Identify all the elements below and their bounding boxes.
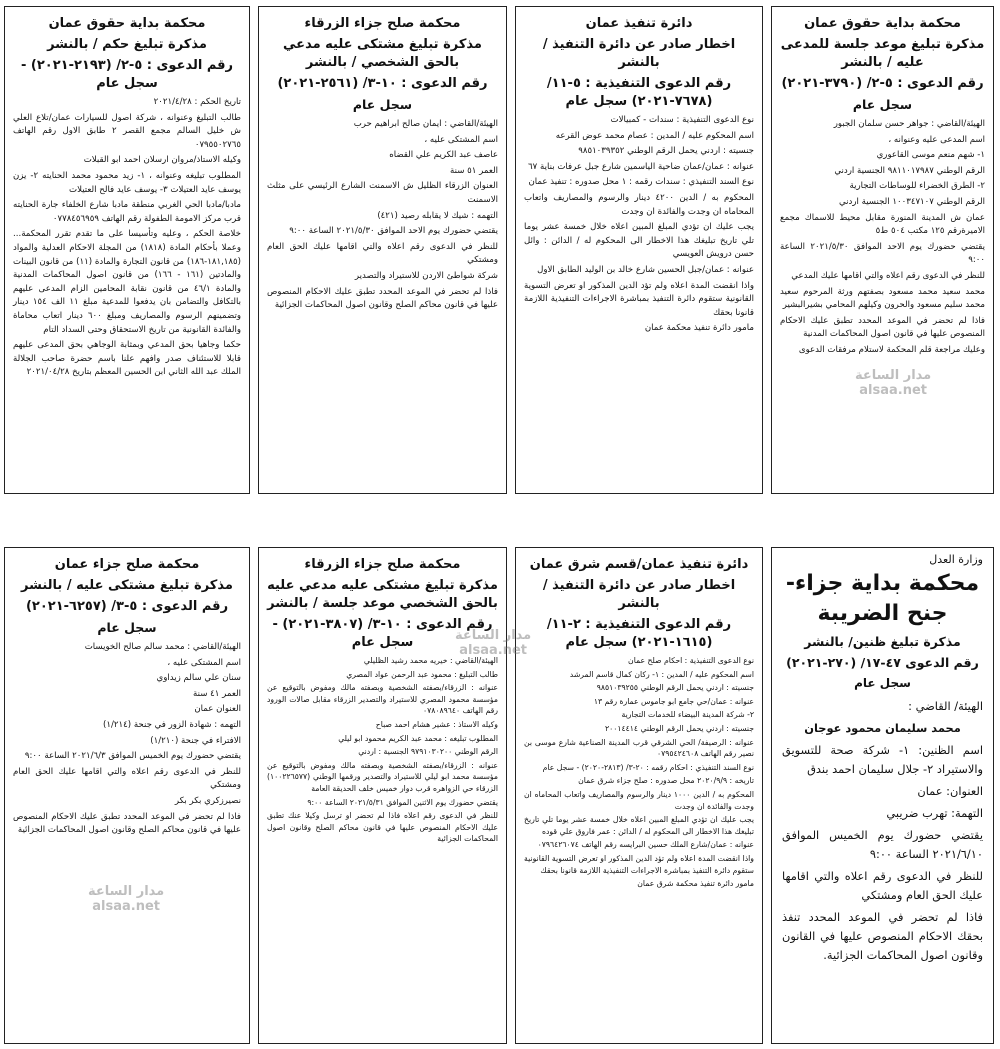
body-line: مامور دائرة تنفيذ محكمة شرق عمان xyxy=(637,879,754,889)
notice-subject: مذكرة تبليغ حكم / بالنشر xyxy=(47,37,207,52)
body-line: المطلوب تبليغه وعنوانه ، ١- زيد محمود محمد الحنايته ٢- يزن يوسف عايد العتيلات ٣- يوسف عايد فالح العتيلات xyxy=(13,170,242,195)
case-number: رقم الدعوى : ١٠-٣/ (٣٨٠٧-٢٠٢١) - سجل عام xyxy=(272,617,493,650)
ministry-name: وزارة العدل xyxy=(929,553,983,566)
body-line: الهيئة/القاضي : محمد سالم صالح الخويسات xyxy=(84,642,241,652)
notice-8 xyxy=(4,547,250,1044)
notice-subject: اخطار صادر عن دائرة التنفيذ / بالنشر xyxy=(542,37,736,70)
court-title: محكمة بداية جزاء- جنح الضريبة xyxy=(785,571,980,626)
body-line: الهيئة/القاضي : خيريه محمد رشيد الظليلي xyxy=(363,656,498,665)
notice-body xyxy=(524,655,754,890)
body-line: اسم الظنين: ١- شركة صحة للتسويق والاستيراد ٢- جلال سليمان احمد بندق xyxy=(782,743,983,776)
body-line: فاذا لم تحضر في الموعد المحدد تطبق عليك الاحكام المنصوص عليها في قانون اصول المحاكمات المدنية xyxy=(780,315,985,340)
body-line: يقتضي حضورك يوم الاحد الموافق ٢٠٢١/٥/٣٠ الساعة ٩:٠٠ xyxy=(780,241,985,266)
body-line: العمر ٤١ سنة xyxy=(193,688,241,699)
court-name: محكمة بداية حقوق عمان xyxy=(804,16,961,31)
body-line: يقتضي حضورك يوم الاحد الموافق ٢٠٢١/٥/٣٠ الساعة ٩:٠٠ xyxy=(289,226,498,237)
body-line: ١- شهم منعم موسى القاعوري xyxy=(876,150,985,161)
registry: سجل عام xyxy=(854,676,911,690)
court-name: محكمة صلح جزاء الزرقاء xyxy=(304,16,461,31)
case-number: رقم الدعوى : ١٠-٣/ (٢٥٦١-٢٠٢١) xyxy=(277,76,488,91)
notice-body xyxy=(267,655,498,845)
case-number: رقم الدعوى : ٥-٣/ (٦٢٥٧-٢٠٢١) xyxy=(25,599,229,614)
body-line: جنسيته : اردني يحمل الرقم الوطني ٩٨٥١٠٣٩٢٥٥ xyxy=(596,683,754,693)
body-line: شركة شواطئ الاردن للاستيراد والتصدير xyxy=(354,270,498,281)
body-line: للنظر في الدعوى رقم اعلاه والتي اقامها عليك الحق العام ومشتكي xyxy=(13,766,241,791)
watermark-text: مدار الساعة xyxy=(455,628,532,643)
body-line: يجب عليك ان تؤدي المبلغ المبين اعلاه خلال خمسة عشر يوما تلي تاريخ تبليغك هذا الاخطار الى المحكوم له / الدائن : وائل حسن درويش العويسي xyxy=(524,222,754,260)
body-line: طالب التبليغ وعنوانه ، شركة اصول للسيارات عمان/تلاع العلي ش خليل السالم مجمع القصر ٢ طابق الاول رقم الهاتف ٠٧٩٥٥٠٢٧٦٥ xyxy=(13,112,242,150)
watermark-text: مدار الساعة xyxy=(88,884,165,899)
body-line: واذا انقضت المدة اعلاه ولم تؤد الدين المذكور او تعرض التسوية القانونية ستقوم دائرة التنفيذ بمباشرة الاجراءات التنفيذية اللازمة قانونا بحقك xyxy=(524,853,754,875)
case-number: رقم الدعوى : ٥-٢/ (٢١٩٣-٢٠٢١) - سجل عام xyxy=(20,58,234,91)
body-line: وكيله الاستاذ/مروان ارسلان احمد ابو القبلات xyxy=(83,155,241,166)
watermark-url: alsaa.net xyxy=(92,899,160,914)
notice-7 xyxy=(258,547,507,1044)
body-line: طالب التبليغ : محمود عبد الرحمن عواد المصري xyxy=(346,669,498,679)
body-line: الرقم الوطني ٩٨١١٠١٧٩٨٧ الجنسية اردني xyxy=(834,165,985,176)
registry: سجل عام xyxy=(352,97,413,112)
body-line: عنوانه : عمان/عمان ضاحية الياسمين شارع جبل عرفات بناية ٦٧ xyxy=(528,161,754,172)
court-name: دائرة تنفيذ عمان/قسم شرق عمان xyxy=(529,557,749,572)
body-line: اسم المشتكى عليه ، xyxy=(424,134,498,145)
notice-2 xyxy=(515,6,763,494)
notice-subject: مذكرة تبليغ مشتكى عليه مدعي عليه بالحق الشخصي موعد جلسة / بالنشر xyxy=(267,578,498,611)
registry: سجل عام xyxy=(97,620,157,635)
body-line: عاصف عبد الكريم علي القضاه xyxy=(389,150,498,161)
body-line: التهمه : شيك لا يقابله رصيد (٤٢١) xyxy=(377,210,498,221)
court-name: محكمة صلح جزاء عمان xyxy=(54,557,200,572)
notice-body xyxy=(267,118,498,313)
case-number: رقم الدعوى التنفيذية : ٢-١١/ (١٦١٥-٢٠٢١) سجل عام xyxy=(546,617,732,650)
notice-5 xyxy=(771,547,994,1044)
body-line: نوع السند التنفيذي : سندات رقمه : ١ محل صدوره : تنفيذ عمان xyxy=(528,177,754,188)
notice-1 xyxy=(771,6,994,494)
body-line: عنوانه : عمان/شارع الملك حسين البرايسه رقم الهاتف ٠٧٩٦٤٢٦٠٧٤ xyxy=(537,840,754,850)
notice-6 xyxy=(515,547,763,1044)
case-number: رقم الدعوى التنفيذية : ٥-١١/ (٧٦٧٨-٢٠٢١) سجل عام xyxy=(546,76,732,109)
body-line: نوع السند التنفيذي : احكام رقمه : ٢٠-٣/ (٢٨١٣-٢٠٢٠) - سجل عام xyxy=(542,762,754,772)
notice-3 xyxy=(258,6,507,494)
case-number: رقم الدعوى ٤٧-١٧/ (٢٧٠-٢٠٢١) xyxy=(786,655,979,670)
court-name: محكمة بداية حقوق عمان xyxy=(48,16,206,31)
body-line: الهيئة/القاضي : جواهر حسن سلمان الجبور xyxy=(833,119,985,129)
body-line: عنوانه : الزرقاء/بصفته الشخصية وبصفته مالك ومفوض بالتوقيع عن مؤسسة محمود المصري للاستيراد والتصدير الزرقاء مقابل صالات الورود رقم الهاتف ٠٧٨٠٨٩٦٤٠ xyxy=(267,683,498,716)
body-line: عنوانه : عمان/جبل الحسين شارع خالد بن الوليد الطابق الاول xyxy=(537,264,754,275)
body-line: التهمه : شهادة الزور في جنحة (١/٢١٤) xyxy=(103,719,241,730)
body-line: الرقم الوطني ٩٧٩١٠٣٠٢٠٠ الجنسية : اردني xyxy=(358,747,498,757)
body-line: تاريخ الحكم : ٢٠٢١/٤/٢٨ xyxy=(153,97,241,107)
notice-body xyxy=(13,641,241,838)
body-line: ٢- الطرق الخضراء للوساطات التجارية xyxy=(849,181,985,192)
body-line: واذا انقضت المدة اعلاه ولم تؤد الدين المذكور او تعرض التسوية القانونية ستقوم دائرة التنفيذ بمباشرة الاجراءات التنفيذية اللازمة قانونا بحقك xyxy=(524,280,754,318)
judge-name: محمد سليمان محمود عوجان xyxy=(804,721,961,735)
body-line: فاذا لم تحضر في الموعد المحدد تطبق عليك الاحكام المنصوص عليها في قانون محاكم الصلح وقانون اصول المحاكمات الجزائية xyxy=(267,286,498,311)
notice-body xyxy=(524,114,754,336)
body-line: تاريخه : ٢٠٢٠/٩/٩ محل صدوره : صلح جزاء شرق عمان xyxy=(578,776,754,786)
body-line: عنوانه : عمان/حي جامع ابو جاموس عمارة رقم ١٣ xyxy=(593,696,754,706)
body-line: عمان ش المدينة المنورة مقابل محيط للاسماك مجمع الاميرةرقم ١٢٥ مكتب ٥٠٤ ط٥ xyxy=(780,212,985,237)
body-line: مامور دائرة تنفيذ محكمة عمان xyxy=(644,323,754,334)
body-line: وكيله الاستاذ : عشير هشام احمد صباح xyxy=(375,719,498,729)
notice-subject: مذكرة تبليغ مشتكى عليه / بالنشر xyxy=(21,578,233,593)
body-line: المحكوم به / الدين ١٠٠٠ دينار والرسوم والمصاريف واتعاب المحاماه ان وجدت والفائدة ان وجدت xyxy=(524,789,754,811)
body-line: التهمة: تهرب ضريبي xyxy=(886,806,983,820)
body-line: يجب عليك ان تؤدي المبلغ المبين اعلاه خلال خمسة عشر يوما تلي تاريخ تبليغك هذا الاخطار الى المحكوم له / الدائن : عمر فاروق علي قوده xyxy=(524,815,754,836)
body-line: ٢- شركة المدينة البيضاء للخدمات التجارية xyxy=(621,710,754,720)
body-line: عنوانه : الرصيفة/ الحي الشرقي قرب المدينة الصناعية شارع موسى بن نصير رقم الهاتف ٠٧٩٥٤٢٤٦٠٨ xyxy=(524,737,754,759)
court-name: دائرة تنفيذ عمان xyxy=(585,16,693,31)
watermark-text: مدار الساعة xyxy=(855,368,932,383)
body-line: الافتراء في جنحة (١/٢١٠) xyxy=(150,735,241,746)
body-line: الهيئة/ القاضي : xyxy=(908,699,983,713)
body-line: اسم المحكوم عليه / المدين : ١- ركان كمال قاسم المرشد xyxy=(569,669,754,679)
body-line: العنوان الزرقاء الظليل ش الاسمنت الشارع الرئيسي على مثلث الاسمنت xyxy=(267,181,498,205)
body-line: اسم المدعى عليه وعنوانه ، xyxy=(888,134,985,145)
body-line: للنظر في الدعوى رقم اعلاه والتي اقامها عليك المدعي xyxy=(791,270,985,281)
body-line: العنوان عمان xyxy=(194,704,241,715)
body-line: اسم المشتكى عليه ، xyxy=(167,657,241,668)
body-line: جنسيته : اردني يحمل الرقم الوطني ٩٨٥١٠٣٩٣٥٢ xyxy=(578,146,754,157)
body-line: نوع الدعوى التنفيذية : سندات - كمبيالات xyxy=(610,115,754,125)
body-line: المحكوم به / الدين ٤٢٠٠ دينار والرسوم والمصاريف واتعاب المحاماه ان وجدت والفائدة ان وجدت xyxy=(524,192,754,217)
watermark-url: alsaa.net xyxy=(459,643,527,658)
body-line: العنوان: عمان xyxy=(917,784,983,798)
notice-body xyxy=(780,118,985,358)
notice-4 xyxy=(4,6,250,494)
body-line: اسم المحكوم عليه / المدين : عصام محمد عوض القرعه xyxy=(555,130,754,141)
body-line: وعليك مراجعة قلم المحكمة لاستلام مرفقات الدعوى xyxy=(798,344,985,355)
body-line: فاذا لم تحضر في الموعد المحدد تنفذ بحقك الاحكام المنصوص عليها في القانون وقانون اصول المحاكمات الجزائية. xyxy=(782,910,983,962)
body-line: نوع الدعوى التنفيذية : احكام صلح عمان xyxy=(628,656,754,665)
court-name: محكمة صلح جزاء الزرقاء xyxy=(304,557,461,572)
body-line: العمر ٥١ سنة xyxy=(450,165,498,176)
body-line: فاذا لم تحضر في الموعد المحدد تطبق عليك الاحكام المنصوص عليها في قانون محاكم الصلح وقانون اصول المحاكمات الجزائية xyxy=(13,811,241,836)
notice-subject: اخطار صادر عن دائرة التنفيذ / بالنشر xyxy=(542,578,736,611)
watermark-url: alsaa.net xyxy=(859,383,927,398)
body-line: للنظر في الدعوى رقم اعلاه والتي اقامها عليك الحق العام ومشتكي xyxy=(267,241,498,266)
registry: سجل عام xyxy=(852,97,913,112)
body-line: محمد سعيد محمد مسعود بصفتهم ورثة المرحوم سعيد محمد سليم مسعود والحرون وكيلهم المحامي بشيرالبشير xyxy=(780,286,985,311)
body-line: يقتضي حضورك يوم الخميس الموافق ٢٠٢١/٦/١٠ الساعة ٩:٠٠ xyxy=(782,828,983,861)
body-line: جنسيته : اردني يحمل الرقم الوطني ٢٠٠١٤٤١٤ xyxy=(605,723,754,733)
notice-body xyxy=(13,96,241,380)
body-line: الهيئة/القاضي : ايمان صالح ابراهيم حرب xyxy=(353,119,498,129)
notice-subject: مذكرة تبليغ مشتكى عليه مدعي بالحق الشخصي / بالنشر xyxy=(283,37,482,70)
body-line: نصيرزكري بكر بكر xyxy=(174,795,241,806)
notice-body xyxy=(782,697,983,965)
body-line: حكما وجاهيا بحق المدعي وبمثابة الوجاهي بحق المدعى عليهم قابلا للاستئناف صدر وافهم علنا باسم حضرة صاحب الجلالة الملك عبد الله الثاني ابن الحسين المعظم بتاريخ ٢٠٢١/٠٤/٢٨ xyxy=(13,340,241,378)
body-line: الرقم الوطني ١٠٠٣٤٧١٠٧ الجنسية اردني xyxy=(838,196,985,207)
body-line: للنظر في الدعوى رقم اعلاه فاذا لم تحضر او ترسل وكيلا عنك تطبق عليك الاحكام المنصوص عليها في قانون محاكم الصلح وقانون اصول المحاكمات الجزائية xyxy=(267,811,498,844)
body-line: مادبا/مادبا الحي الغربي منطقة مادبا شارع الخلفاء جارة الحنايته قرب مركز الامومة الطفولة رقم الهاتف ٠٧٧٨٤٥٦٩٥٩ xyxy=(13,200,241,224)
notice-subject: مذكرة تبليغ ظنين/ بالنشر xyxy=(804,634,961,649)
body-line: يقتضي حضورك يوم الخميس الموافق ٢٠٢١/٦/٣ الساعة ٩:٠٠ xyxy=(24,751,241,762)
body-line: خلاصة الحكم ، وعليه وتأسيسا على ما تقدم تقرر المحكمة... وعملا بأحكام المادة (١٨١٨) من المجلة الاحكام العدلية والمواد (١٨١,١٨٥-١٨٦) من قانون التجارة والمادة (١١) من قانون البينات والمادتين (١٦١ - ١٦٦) من قانون اصول المحاكمات المدنية والمادة ٤٦/١ من قانون نقابة المحامين الزام المدعى عليهم بالتكافل والتضامن بان يدفعوا للمدعية مبلغ ١١ الف ١٥٤ دينار وتضمينهم الرسوم والمصاريف ومبلغ ٦٠٠ دينار اتعاب محاماة والفائدة القانونية من تاريخ الاستحقاق وحتى السداد التام xyxy=(13,229,242,335)
notice-subject: مذكرة تبليغ موعد جلسة للمدعى عليه / بالنشر xyxy=(780,37,985,70)
case-number: رقم الدعوى : ٥-٢/ (٣٧٩٠-٢٠٢١) xyxy=(781,76,984,91)
body-line: المطلوب تبليغه : محمد عبد الكريم محمود ابو ليلي xyxy=(338,733,498,743)
body-line: للنظر في الدعوى رقم اعلاه والتي اقامها عليك الحق العام ومشتكي xyxy=(782,869,983,902)
body-line: يقتضي حضورك يوم الاثنين الموافق ٢٠٢١/٥/٣١ الساعة ٩:٠٠ xyxy=(307,797,498,807)
body-line: عنوانه : الزرقاء/بصفته الشخصية وبصفته مالك ومفوض بالتوقيع عن مؤسسة محمد ابو ليلي للاستيراد والتصدير ورقمها الوطني (١٠٠٢٢٦٥٧٧) الزرقاء حي الزواهره قرب دوار خميس خلف الحديقة العامة xyxy=(267,760,498,793)
body-line: سنان علي سالم زيداوي xyxy=(156,673,241,684)
